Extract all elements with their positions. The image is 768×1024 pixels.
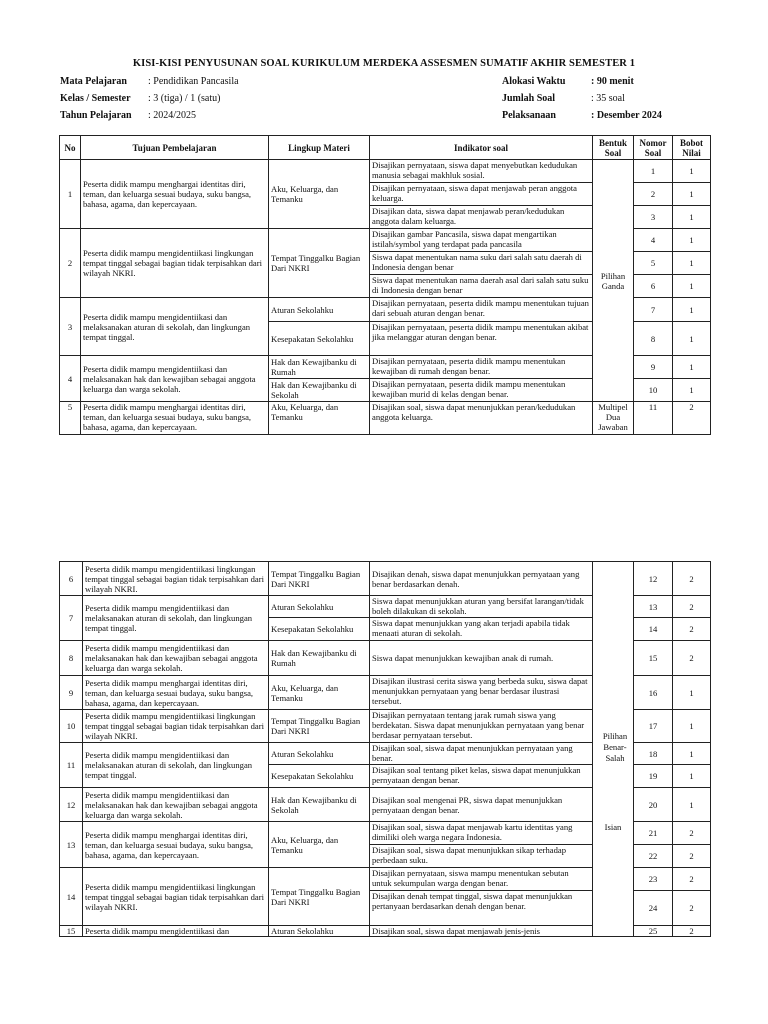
tujuan-cell: Peserta didik mampu mengidentiikasi lingkungan tempat tinggal sebagai bagian tidak terpisahkan dari wilayah NKRI. <box>83 562 269 596</box>
tujuan-cell: Peserta didik mampu menghargai identitas diri, teman, dan keluarga sesuai budaya, suku bangsa, bahasa, agama, dan kepercayaan. <box>81 402 269 435</box>
meta-label: Alokasi Waktu <box>502 76 566 87</box>
indikator-cell: Disajikan soal mengenai PR, siswa dapat menunjukkan pernyataan dengan benar. <box>370 788 593 822</box>
table-row <box>60 160 711 183</box>
lingkup-cell: Hak dan Kewajibanku di Rumah <box>269 641 370 676</box>
indikator-cell: Siswa dapat menunjukkan aturan yang bersifat larangan/tidak boleh dilakukan di sekolah. <box>370 596 593 618</box>
bobot-cell: 1 <box>673 160 711 183</box>
lingkup-cell: Tempat Tinggalku Bagian Dari NKRI <box>269 710 370 743</box>
meta-label: Mata Pelajaran <box>60 76 127 87</box>
lingkup-cell: Kesepakatan Sekolahku <box>269 618 370 641</box>
tujuan-cell: Peserta didik mampu mengidentiikasi lingkungan tempat tinggal sebagai bagian tidak terpisahkan dari wilayah NKRI. <box>83 710 269 743</box>
nomor-cell: 6 <box>634 275 673 298</box>
tujuan-cell: Peserta didik mampu mengidentiikasi dan melaksanakan aturan di sekolah, dan lingkungan tempat tinggal. <box>81 298 269 356</box>
bentuk-cell: Isian <box>593 822 634 937</box>
bobot-cell: 1 <box>673 710 711 743</box>
bobot-cell: 2 <box>673 926 711 937</box>
nomor-cell: 7 <box>634 298 673 322</box>
lingkup-cell: Hak dan Kewajibanku di Rumah <box>269 356 370 379</box>
indikator-cell: Disajikan data, siswa dapat menjawab peran/kedudukan anggota dalam keluarga. <box>370 206 593 229</box>
lingkup-cell: Aturan Sekolahku <box>269 596 370 618</box>
bentuk-cell-blank <box>593 562 634 822</box>
header-indikator: Indikator soal <box>370 136 593 160</box>
row-no: 12 <box>60 788 83 822</box>
tujuan-cell: Peserta didik mampu mengidentiikasi dan melaksanakan aturan di sekolah, dan lingkungan tempat tinggal. <box>83 743 269 788</box>
header-bentuk: Bentuk Soal <box>593 136 634 160</box>
bobot-cell: 1 <box>673 183 711 206</box>
meta-label: Tahun Pelajaran <box>60 110 132 121</box>
tujuan-cell: Peserta didik mampu mengidentiikasi dan melaksanakan aturan di sekolah, dan lingkungan tempat tinggal. <box>83 596 269 641</box>
bobot-cell: 2 <box>673 641 711 676</box>
lingkup-cell: Aturan Sekolahku <box>269 926 370 937</box>
lingkup-cell: Aku, Keluarga, dan Temanku <box>269 676 370 710</box>
nomor-cell: 1 <box>634 160 673 183</box>
bobot-cell: 2 <box>673 562 711 596</box>
bobot-cell: 1 <box>673 356 711 379</box>
nomor-cell: 24 <box>634 891 673 926</box>
nomor-cell: 22 <box>634 845 673 868</box>
row-no: 9 <box>60 676 83 710</box>
indikator-cell: Disajikan pernyataan, siswa dapat menyebutkan kedudukan manusia sebagai makhluk sosial. <box>370 160 593 183</box>
lingkup-cell: Tempat Tinggalku Bagian Dari NKRI <box>269 229 370 298</box>
meta-left <box>60 76 420 126</box>
lingkup-cell: Aturan Sekolahku <box>269 298 370 322</box>
nomor-cell: 4 <box>634 229 673 252</box>
bobot-cell: 1 <box>673 322 711 356</box>
lingkup-cell: Tempat Tinggalku Bagian Dari NKRI <box>269 868 370 926</box>
row-no: 13 <box>60 822 83 868</box>
row-no: 4 <box>60 356 81 402</box>
indikator-cell: Siswa dapat menunjukkan kewajiban anak di rumah. <box>370 641 593 676</box>
row-no: 6 <box>60 562 83 596</box>
table-row <box>60 402 711 435</box>
lingkup-cell: Hak dan Kewajibanku di Sekolah <box>269 788 370 822</box>
indikator-cell: Disajikan pernyataan, peserta didik mampu menentukan tujuan dari sebuah aturan dengan benar. <box>370 298 593 322</box>
nomor-cell: 10 <box>634 379 673 402</box>
bobot-cell: 1 <box>673 676 711 710</box>
nomor-cell: 20 <box>634 788 673 822</box>
nomor-cell: 17 <box>634 710 673 743</box>
meta-value: : 3 (tiga) / 1 (satu) <box>148 93 221 104</box>
lingkup-cell: Aku, Keluarga, dan Temanku <box>269 160 370 229</box>
indikator-cell: Disajikan soal, siswa dapat menjawab jenis-jenis <box>370 926 593 937</box>
lingkup-cell: Aku, Keluarga, dan Temanku <box>269 822 370 868</box>
row-no: 11 <box>60 743 83 788</box>
indikator-cell: Siswa dapat menentukan nama daerah asal dari salah satu suku di Indonesia dengan benar <box>370 275 593 298</box>
nomor-cell: 13 <box>634 596 673 618</box>
meta-value: : 2024/2025 <box>148 110 197 121</box>
nomor-cell: 19 <box>634 765 673 788</box>
indikator-cell: Disajikan pernyataan, siswa dapat menjawab peran anggota keluarga. <box>370 183 593 206</box>
row-no: 3 <box>60 298 81 356</box>
indikator-cell: Disajikan pernyataan, peserta didik mampu menentukan kewajiban di rumah dengan benar. <box>370 356 593 379</box>
indikator-cell: Disajikan pernyataan, siswa mampu menentukan sebutan untuk sekumpulan warga dengan benar. <box>370 868 593 891</box>
tujuan-cell: Peserta didik mampu menghargai identitas diri, teman, dan keluarga sesuai budaya, suku bangsa, bahasa, agama, dan kepercayaan. <box>81 160 269 229</box>
bobot-cell: 2 <box>673 868 711 891</box>
header-row <box>60 136 711 160</box>
tujuan-cell: Peserta didik mampu mengidentiikasi lingkungan tempat tinggal sebagai bagian tidak terpisahkan dari wilayah NKRI. <box>83 868 269 926</box>
nomor-cell: 12 <box>634 562 673 596</box>
indikator-cell: Disajikan pernyataan, peserta didik mampu menentukan akibat jika melanggar aturan dengan benar. <box>370 322 593 356</box>
indikator-cell: Disajikan soal, siswa dapat menunjukkan sikap terhadap perbedaan suku. <box>370 845 593 868</box>
indikator-cell: Disajikan soal, siswa dapat menunjukkan pernyataan yang benar. <box>370 743 593 765</box>
meta-value: : Desember 2024 <box>591 110 662 121</box>
header-tujuan: Tujuan Pembelajaran <box>81 136 269 160</box>
bobot-cell: 2 <box>673 618 711 641</box>
nomor-cell: 11 <box>634 402 673 435</box>
bobot-cell: 1 <box>673 298 711 322</box>
bobot-cell: 1 <box>673 206 711 229</box>
nomor-cell: 5 <box>634 252 673 275</box>
indikator-cell: Siswa dapat menentukan nama suku dari salah satu daerah di Indonesia dengan benar <box>370 252 593 275</box>
nomor-cell: 3 <box>634 206 673 229</box>
row-no: 2 <box>60 229 81 298</box>
indikator-cell: Disajikan pernyataan tentang jarak rumah siswa yang berdekatan. Siswa dapat menunjukkan pernyataan yang benar berdasar pernyataan tersebut. <box>370 710 593 743</box>
tujuan-cell: Peserta didik mampu mengidentiikasi dan melaksanakan hak dan kewajiban sebagai anggota keluarga dan warga sekolah. <box>83 641 269 676</box>
row-no: 7 <box>60 596 83 641</box>
row-no: 14 <box>60 868 83 926</box>
nomor-cell: 18 <box>634 743 673 765</box>
header-bobot: Bobot Nilai <box>673 136 711 160</box>
bobot-cell: 2 <box>673 891 711 926</box>
meta-value: : 35 soal <box>591 93 625 104</box>
header-lingkup: Lingkup Materi <box>269 136 370 160</box>
meta-right <box>502 76 722 126</box>
document-title: KISI-KISI PENYUSUNAN SOAL KURIKULUM MERDEKA ASSESMEN SUMATIF AKHIR SEMESTER 1 <box>132 58 636 69</box>
lingkup-cell: Hak dan Kewajibanku di Sekolah <box>269 379 370 402</box>
meta-label: Kelas / Semester <box>60 93 131 104</box>
row-no: 10 <box>60 710 83 743</box>
nomor-cell: 2 <box>634 183 673 206</box>
tujuan-cell: Peserta didik mampu mengidentiikasi dan melaksanakan hak dan kewajiban sebagai anggota keluarga dan warga sekolah. <box>83 788 269 822</box>
meta-label: Jumlah Soal <box>502 93 556 104</box>
bentuk-cell: Pilihan Ganda <box>593 160 634 402</box>
bobot-cell: 1 <box>673 379 711 402</box>
nomor-cell: 16 <box>634 676 673 710</box>
tujuan-cell: Peserta didik mampu mengidentiikasi dan <box>83 926 269 937</box>
bobot-cell: 1 <box>673 743 711 765</box>
indikator-cell: Disajikan soal, siswa dapat menjawab kartu identitas yang dimiliki oleh warga negara Indonesia. <box>370 822 593 845</box>
nomor-cell: 9 <box>634 356 673 379</box>
bobot-cell: 1 <box>673 765 711 788</box>
bobot-cell: 1 <box>673 788 711 822</box>
header-no: No <box>60 136 81 160</box>
lingkup-cell: Tempat Tinggalku Bagian Dari NKRI <box>269 562 370 596</box>
lingkup-cell: Kesepakatan Sekolahku <box>269 765 370 788</box>
bobot-cell: 1 <box>673 252 711 275</box>
nomor-cell: 14 <box>634 618 673 641</box>
nomor-cell: 25 <box>634 926 673 937</box>
table-row <box>60 562 711 596</box>
bobot-cell: 2 <box>673 402 711 435</box>
header-nomor: Nomor Soal <box>634 136 673 160</box>
nomor-cell: 23 <box>634 868 673 891</box>
bobot-cell: 2 <box>673 822 711 845</box>
row-no: 1 <box>60 160 81 229</box>
lingkup-cell: Aturan Sekolahku <box>269 743 370 765</box>
row-no: 15 <box>60 926 83 937</box>
meta-value: : 90 menit <box>591 76 634 87</box>
indikator-cell: Siswa dapat menunjukkan yang akan terjadi apabila tidak menaati aturan di sekolah. <box>370 618 593 641</box>
nomor-cell: 15 <box>634 641 673 676</box>
bentuk-label-benar-salah: Pilihan Benar-Salah <box>602 731 628 763</box>
bobot-cell: 1 <box>673 229 711 252</box>
meta-value: : Pendidikan Pancasila <box>148 76 239 87</box>
table-row <box>60 822 711 845</box>
nomor-cell: 21 <box>634 822 673 845</box>
row-no: 5 <box>60 402 81 435</box>
lingkup-cell: Kesepakatan Sekolahku <box>269 322 370 356</box>
lingkup-cell: Aku, Keluarga, dan Temanku <box>269 402 370 435</box>
indikator-cell: Disajikan ilustrasi cerita siswa yang berbeda suku, siswa dapat menunjukkan pernyataan yang benar berdasar ilustrasi tersebut. <box>370 676 593 710</box>
kisi-kisi-table-1 <box>59 135 711 435</box>
tujuan-cell: Peserta didik mampu mengidentiikasi lingkungan tempat tinggal sebagai bagian tidak terpisahkan dari wilayah NKRI. <box>81 229 269 298</box>
indikator-cell: Disajikan soal, siswa dapat menunjukkan peran/kedudukan anggota keluarga. <box>370 402 593 435</box>
tujuan-cell: Peserta didik mampu mengidentiikasi dan melaksanakan hak dan kewajiban sebagai anggota keluarga dan warga sekolah. <box>81 356 269 402</box>
indikator-cell: Disajikan denah, siswa dapat menunjukkan pernyataan yang benar berdasarkan denah. <box>370 562 593 596</box>
nomor-cell: 8 <box>634 322 673 356</box>
bobot-cell: 2 <box>673 596 711 618</box>
tujuan-cell: Peserta didik mampu menghargai identitas diri, teman, dan keluarga sesuai budaya, suku bangsa, bahasa, agama, dan kepercayaan. <box>83 822 269 868</box>
indikator-cell: Disajikan pernyataan, peserta didik mampu menentukan kewajiban murid di kelas dengan benar. <box>370 379 593 402</box>
indikator-cell: Disajikan soal tentang piket kelas, siswa dapat menunjukkan pernyataan dengan benar. <box>370 765 593 788</box>
indikator-cell: Disajikan gambar Pancasila, siswa dapat mengartikan istilah/symbol yang terdapat pada pancasila <box>370 229 593 252</box>
row-no: 8 <box>60 641 83 676</box>
bobot-cell: 2 <box>673 845 711 868</box>
indikator-cell: Disajikan denah tempat tinggal, siswa dapat menunjukkan pertanyaan berdasarkan denah dengan benar. <box>370 891 593 926</box>
bentuk-cell: Multipel Dua Jawaban <box>593 402 634 435</box>
tujuan-cell: Peserta didik mampu menghargai identitas diri, teman, dan keluarga sesuai budaya, suku bangsa, bahasa, agama, dan kepercayaan. <box>83 676 269 710</box>
bobot-cell: 1 <box>673 275 711 298</box>
meta-label: Pelaksanaan <box>502 110 556 121</box>
